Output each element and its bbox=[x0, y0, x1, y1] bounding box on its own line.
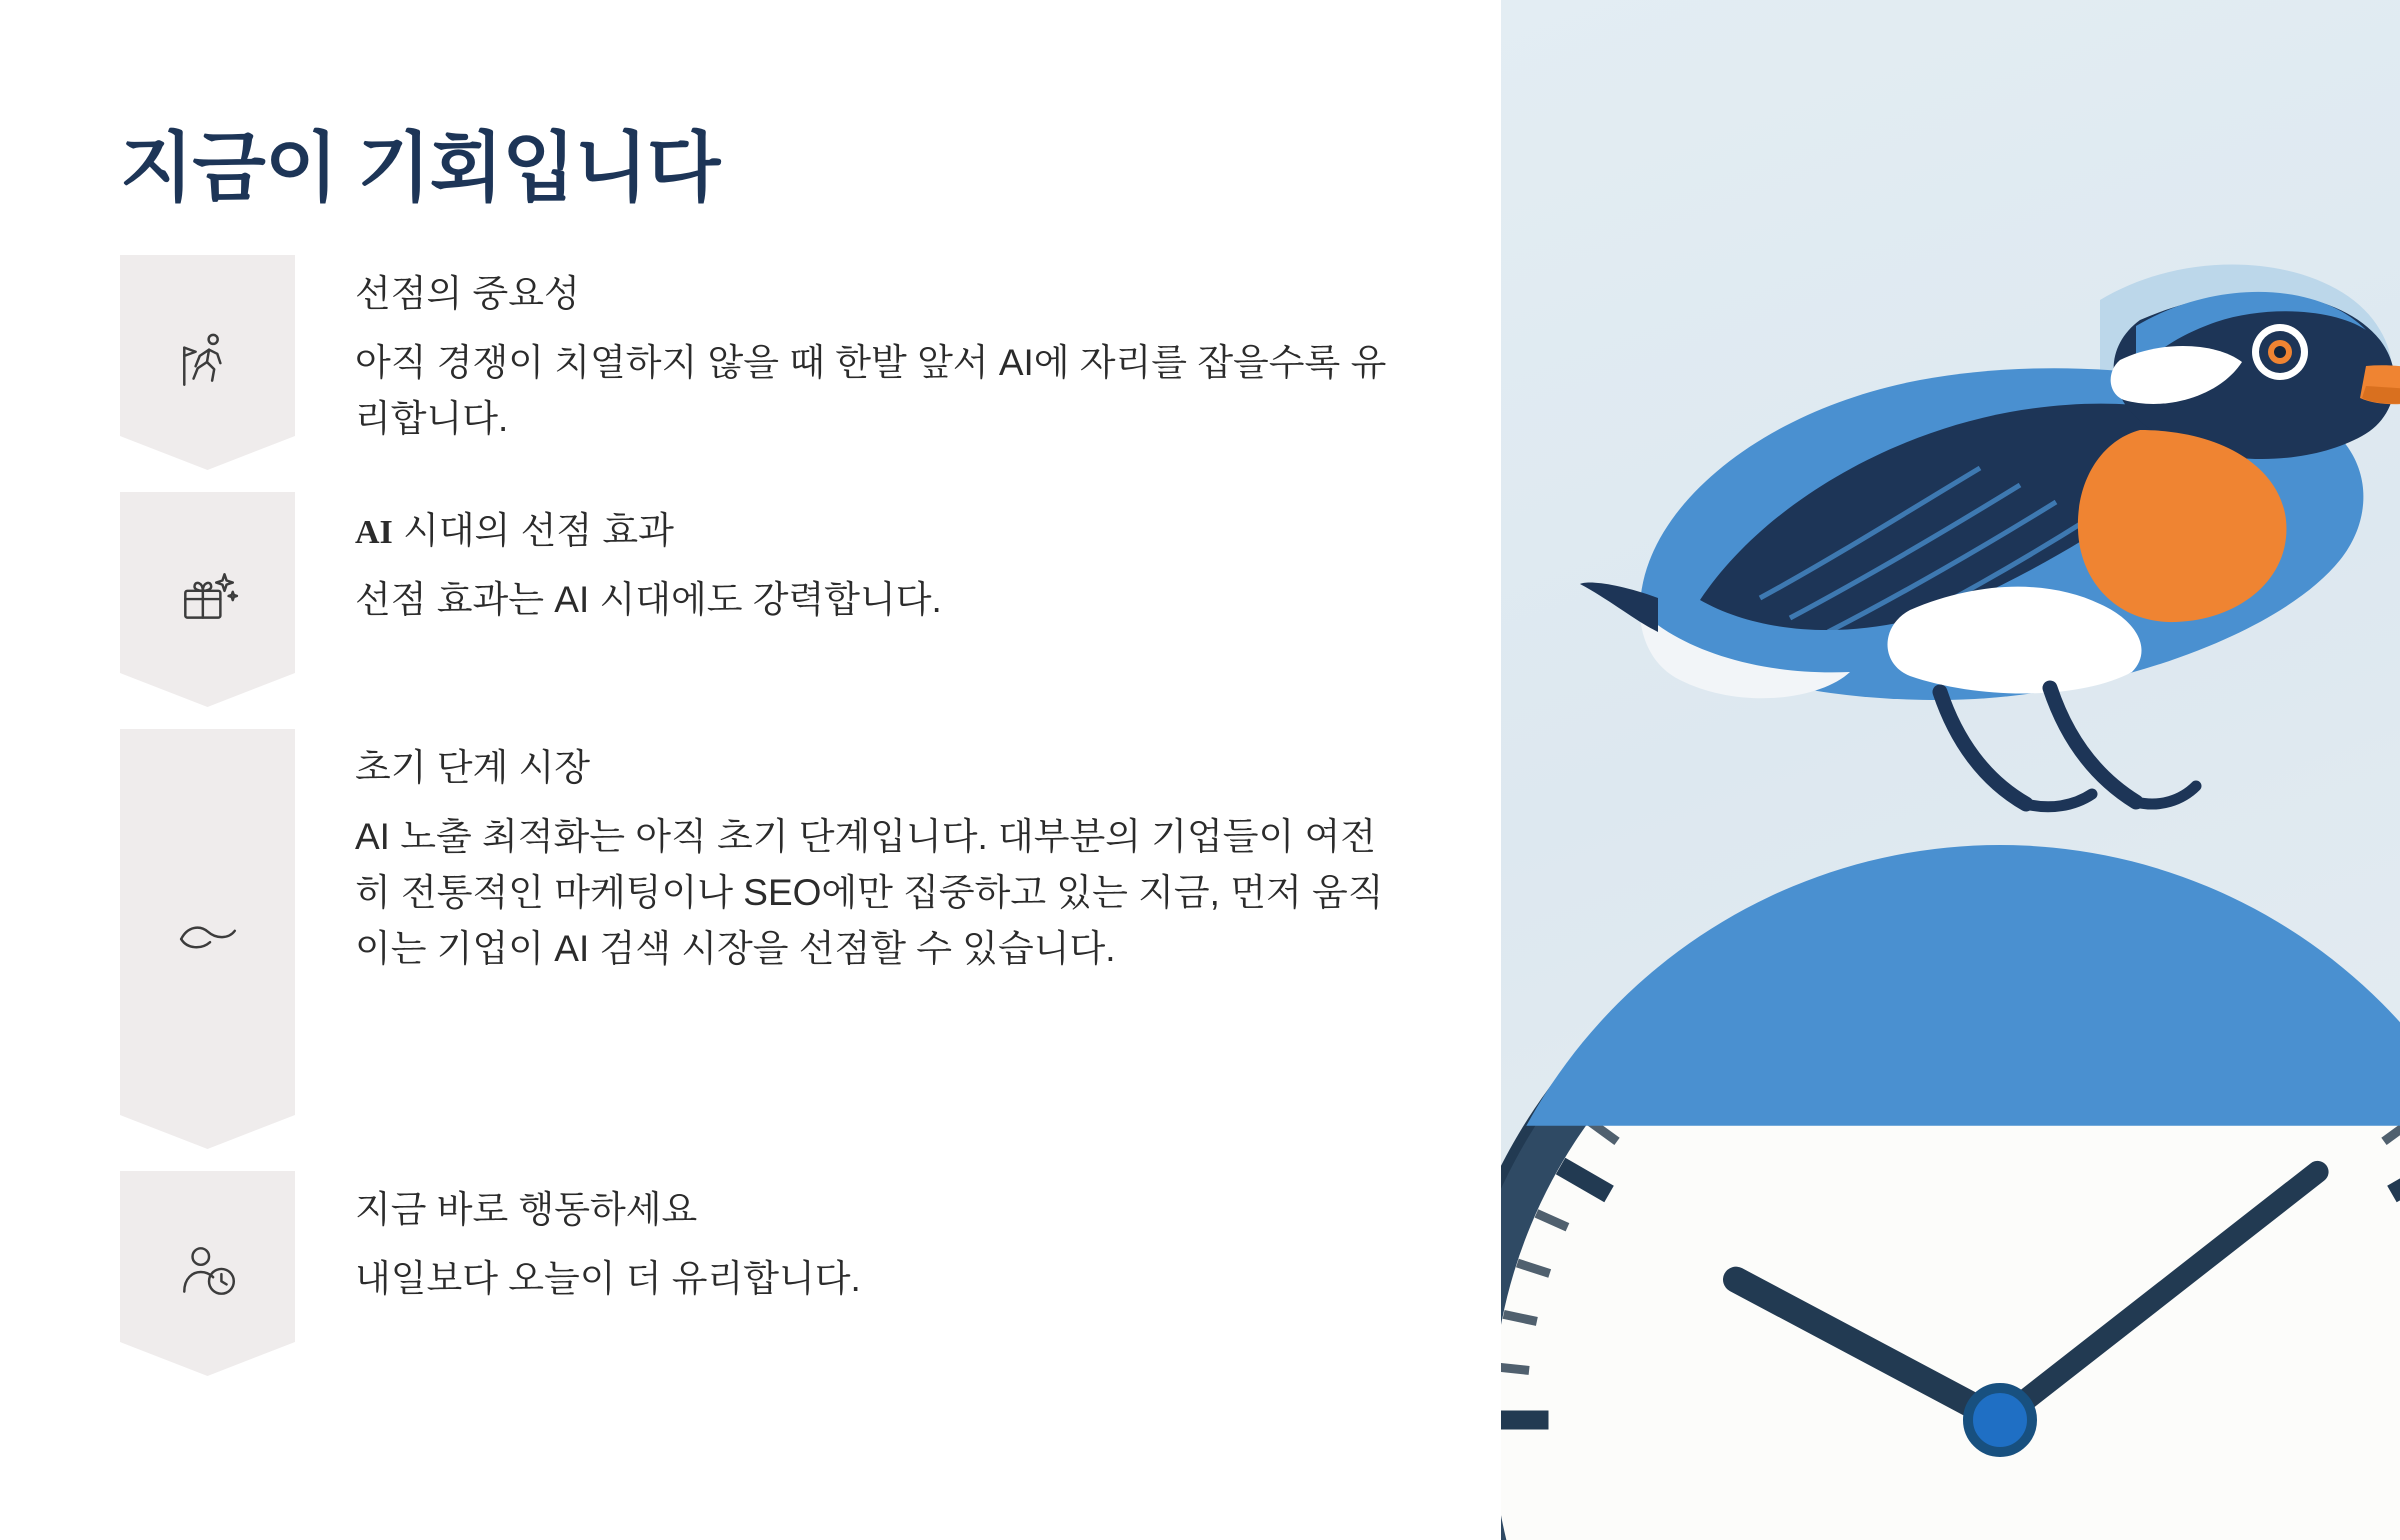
list-item-body: 선점 효과는 AI 시대에도 강력합니다. bbox=[355, 578, 942, 620]
bird-on-clock-illustration bbox=[1500, 0, 2400, 1540]
list-item-heading: 지금 바로 행동하세요 bbox=[355, 1189, 698, 1230]
bird-graphic bbox=[1580, 180, 2400, 900]
list-item-text bbox=[295, 255, 1430, 447]
list-item bbox=[120, 492, 1430, 707]
curve-wave-icon bbox=[175, 904, 241, 975]
list-item-heading-main: 시대의 선점 효과 bbox=[392, 510, 674, 551]
person-clock-icon bbox=[175, 1238, 241, 1309]
icon-chevron-badge bbox=[120, 729, 295, 1149]
list-item-text bbox=[295, 729, 1430, 978]
page-title: 지금이 기회입니다 bbox=[120, 125, 720, 211]
icon-chevron-badge bbox=[120, 1171, 295, 1376]
icon-chevron-badge bbox=[120, 255, 295, 470]
list-item bbox=[120, 255, 1430, 470]
running-person-icon bbox=[175, 327, 241, 398]
clock-center-hub bbox=[1963, 1383, 2037, 1457]
list-item-heading: 선점의 중요성 bbox=[355, 273, 580, 314]
clock-minute-hand bbox=[1981, 1156, 2333, 1438]
illustration-panel bbox=[1500, 0, 2400, 1540]
list-item-text bbox=[295, 492, 1430, 628]
list-item bbox=[120, 1171, 1430, 1376]
list-item-body: AI 노출 최적화는 아직 초기 단계입니다. 대부분의 기업들이 여전히 전통적인 마케팅이나 SEO에만 집중하고 있는 지금, 먼저 움직이는 기업이 AI 검색 시장을 선점할 수 있습니다. bbox=[355, 815, 1384, 970]
list-item-heading: 초기 단계 시장 bbox=[355, 747, 591, 788]
icon-chevron-badge bbox=[120, 492, 295, 707]
list-item-heading-prefix: AI bbox=[355, 514, 393, 551]
panel-divider bbox=[1498, 0, 1501, 1540]
list-item-body: 아직 경쟁이 치열하지 않을 때 한발 앞서 AI에 자리를 잡을수록 유리합니다. bbox=[355, 341, 1387, 440]
list-item-heading bbox=[355, 506, 1410, 556]
gift-sparkle-icon bbox=[175, 564, 241, 635]
list-item bbox=[120, 729, 1430, 1149]
list-item-body: 내일보다 오늘이 더 유리합니다. bbox=[355, 1257, 861, 1299]
list-item-text bbox=[295, 1171, 1430, 1307]
bullet-item-list bbox=[120, 255, 1430, 1376]
